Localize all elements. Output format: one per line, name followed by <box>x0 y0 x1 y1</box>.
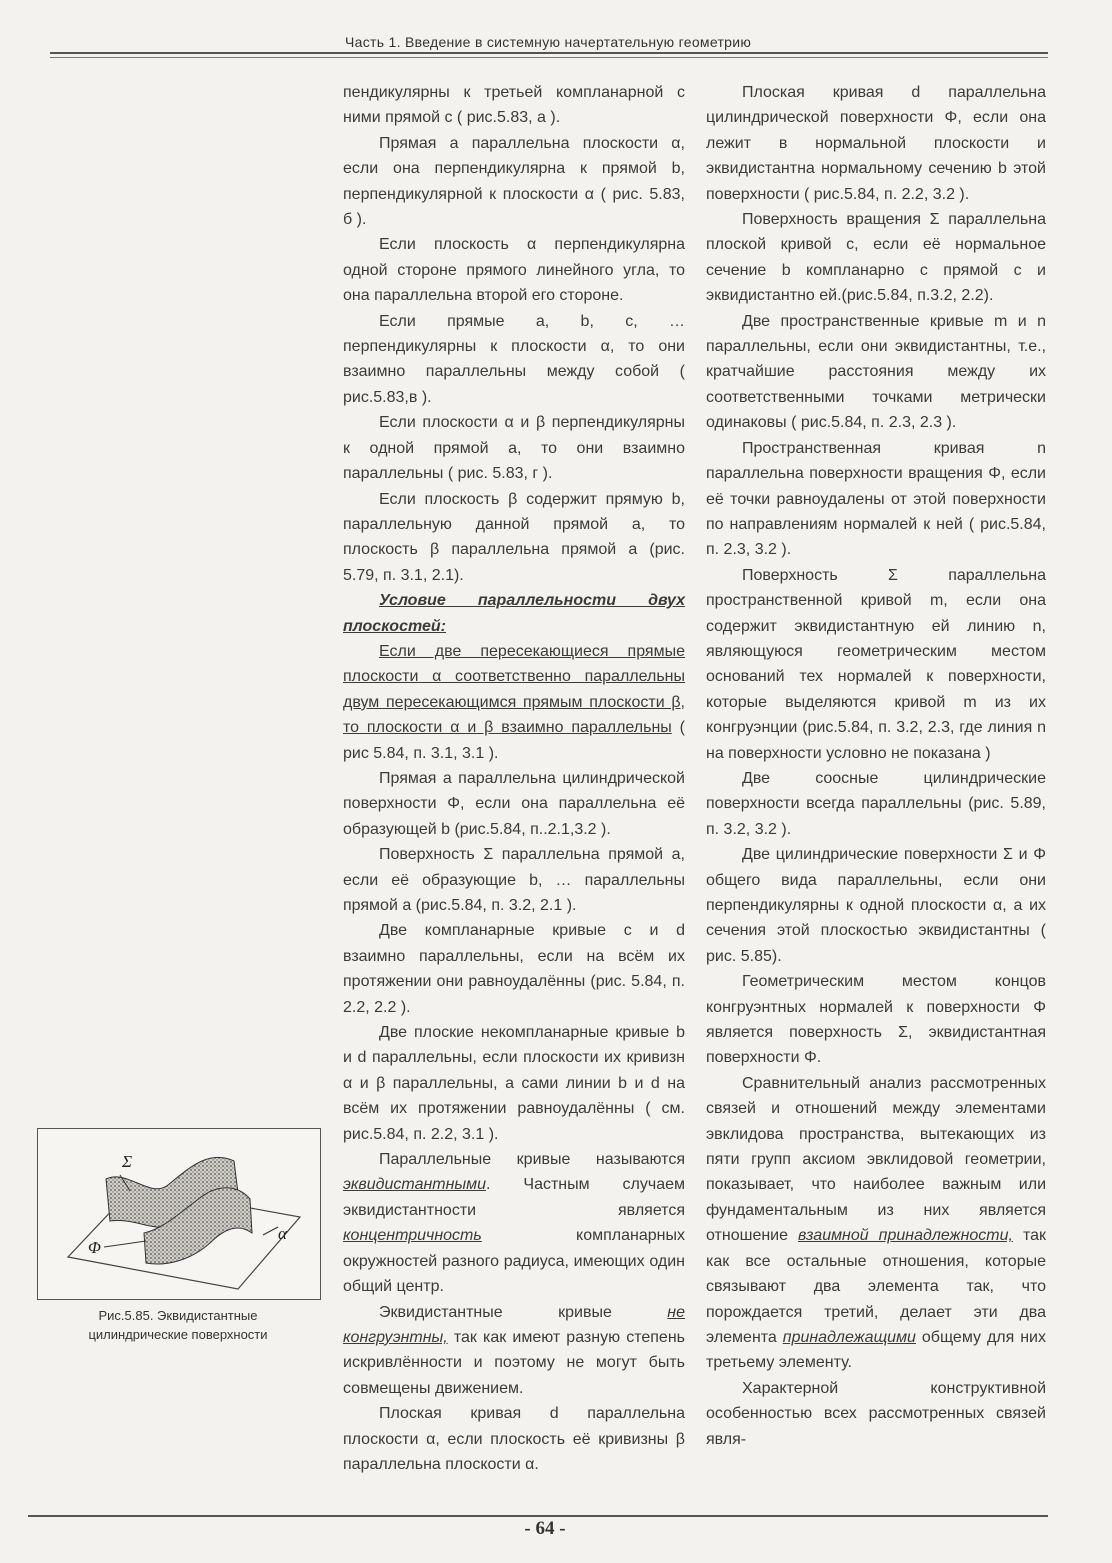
caption-line: цилиндрические поверхности <box>88 1327 268 1342</box>
term-not-congruent: не конгруэнтны, <box>343 1303 685 1346</box>
paragraph-definition <box>343 1147 685 1299</box>
paragraph: Плоская кривая d параллельна цилиндрической поверхности Φ, если она лежит в нормальной плоскости и эквидистантна нормальному сечению b этой поверхности ( рис.5.84, п. 2.2, 3.2 ). <box>706 84 1046 203</box>
reference-text: ( рис 5.84, п. 3.1, 3.1 ). <box>343 719 685 762</box>
text-run: компланарных окружностей разного радиуса, имеющих один общий центр. <box>343 1227 685 1296</box>
paragraph: Поверхность Σ параллельна пространственной кривой m, если она содержит эквидистантную ей линию n, являющуюся геометрическим местом оснований тех нормалей к поверхности, которые выделяются кривой m из их конгруэнции (рис.5.84, п. 3.2, 2.3, где линия n на поверхности условно не показана ) <box>706 566 1046 762</box>
text-run: Сравнительный анализ рассмотренных связей и отношений между элементами эвклидова пространства, вытекающих из пяти групп аксиом эвклидовой геометрии, показывает, что наиболее важным или фундаментальным из них является отношение <box>706 1074 1046 1245</box>
leader-alpha <box>263 1227 278 1235</box>
paragraph-analysis <box>706 1071 1046 1376</box>
paragraph: Если плоскость β содержит прямую b, параллельную данной прямой а, то плоскость β параллельна прямой а (рис. 5.79, п. 3.1, 2.1). <box>343 490 685 584</box>
text-run: так как имеют разную степень искривлённости и поэтому не могут быть совмещены движением. <box>343 1328 685 1397</box>
paragraph-theorem <box>343 639 685 766</box>
figure-caption <box>37 1306 319 1344</box>
text-run: . Частным случаем эквидистантности является <box>343 1176 685 1219</box>
term-equidistant: эквидистантными <box>343 1176 487 1194</box>
paragraph <box>343 1300 685 1402</box>
text-column-right <box>706 80 1046 1452</box>
header-rule <box>50 52 1048 54</box>
text-run: общему для них третьему элементу. <box>706 1328 1046 1372</box>
paragraph: Поверхность вращения Σ параллельна плоской кривой с, если её нормальное сечение b компланарно с прямой с и эквидистантно ей.(рис.5.84, п.3.2, 2.2). <box>706 211 1046 305</box>
paragraph: Две цилиндрические поверхности Σ и Φ общего вида параллельны, если они перпендикулярны к одной плоскости α, а их сечения этой плоскостью эквидистантны ( рис. 5.85). <box>706 846 1046 965</box>
paragraph: Плоская кривая d параллельна плоскости α, если плоскость её кривизны β параллельна плоскости α. <box>343 1405 685 1473</box>
text-run: Эквидистантные кривые <box>379 1303 668 1321</box>
figure-drawing <box>38 1129 320 1299</box>
paragraph: Пространственная кривая n параллельна поверхности вращения Φ, если её точки равноудалены от этой поверхности по направлениям нормалей к ней ( рис.5.84, п. 2.3, 3.2 ). <box>706 439 1046 559</box>
paragraph: Если плоскости α и β перпендикулярны к одной прямой а, то они взаимно параллельны ( рис. 5.83, г ). <box>343 414 685 483</box>
paragraph: Геометрическим местом концов конгруэнтных нормалей к поверхности Φ является поверхность Σ, эквидистантная поверхности Φ. <box>706 973 1046 1067</box>
label-sigma: Σ <box>122 1152 133 1171</box>
leader-phi <box>104 1241 146 1247</box>
header-rule-thin <box>50 57 1048 58</box>
text-run: так как все остальные отношения, которые связывают два элемента так, что порождается третий, делает эти два элемента <box>706 1227 1046 1346</box>
caption-line: Рис.5.85. Эквидистантные <box>98 1308 258 1323</box>
footer-rule <box>28 1515 1048 1517</box>
text-run: Параллельные кривые называются <box>379 1151 685 1169</box>
paragraph: Две пространственные кривые m и n параллельны, если они эквидистантны, т.е., кратчайшие расстояния между их соответственными точками метрически одинаковы ( рис.5.84, п. 2.3, 2.3 ). <box>706 312 1046 432</box>
label-phi: Φ <box>88 1238 101 1257</box>
label-alpha: α <box>278 1224 287 1243</box>
paragraph: Поверхность Σ параллельна прямой а, если её образующие b, … параллельны прямой а (рис.5.84, п. 3.2, 2.1 ). <box>343 846 685 914</box>
paragraph: Две компланарные кривые с и d взаимно параллельны, если на всём их протяжении они равноудалённы (рис. 5.84, п. 2.2, 2.2 ). <box>343 922 685 1016</box>
paragraph: Прямая а параллельна цилиндрической поверхности Φ, если она параллельна её образующей b (рис.5.84, п..2.1,3.2 ). <box>343 769 685 838</box>
section-heading: Условие параллельности двух плоскостей: <box>343 592 685 635</box>
paragraph: Если прямые a, b, c, … перпендикулярны к плоскости α, то они взаимно параллельны между собой ( рис.5.83,в ). <box>343 312 685 406</box>
underlined-text: Если две пересекающиеся прямые плоскости α соответственно параллельны двум пересекающимся прямым плоскости β, то плоскости α и β взаимно параллельны <box>343 642 685 737</box>
paragraph: Если плоскость α перпендикулярна одной стороне прямого линейного угла, то она параллельна второй его стороне. <box>343 236 685 305</box>
running-header: Часть 1. Введение в системную начертательную геометрию <box>345 34 752 50</box>
figure-5-85 <box>37 1128 321 1300</box>
paragraph: Две плоские некомпланарные кривые b и d параллельны, если плоскости их кривизн α и β параллельны, а сами линии b и d на всём их протяжении равноудалённы ( см. рис.5.84, п. 2.2, 3.1 ). <box>343 1024 685 1143</box>
paragraph: Прямая а параллельна плоскости α, если она перпендикулярна к прямой b, перпендикулярной к плоскости α ( рис. 5.83, б ). <box>343 134 685 229</box>
term-concentricity: концентричность <box>343 1227 482 1245</box>
paragraph: Две соосные цилиндрические поверхности всегда параллельны (рис. 5.89, п. 3.2, 3.2 ). <box>706 769 1046 838</box>
paragraph: Характерной конструктивной особенностью всех рассмотренных связей явля- <box>706 1379 1046 1448</box>
text-column-middle <box>343 80 685 1477</box>
term-belonging: принадлежащими <box>782 1328 916 1346</box>
paragraph: пендикулярны к третьей компланарной с ними прямой с ( рис.5.83, а ). <box>343 84 685 127</box>
term-mutual-belonging: взаимной принадлежности, <box>798 1227 1013 1245</box>
page-number: - 64 - <box>524 1518 566 1539</box>
